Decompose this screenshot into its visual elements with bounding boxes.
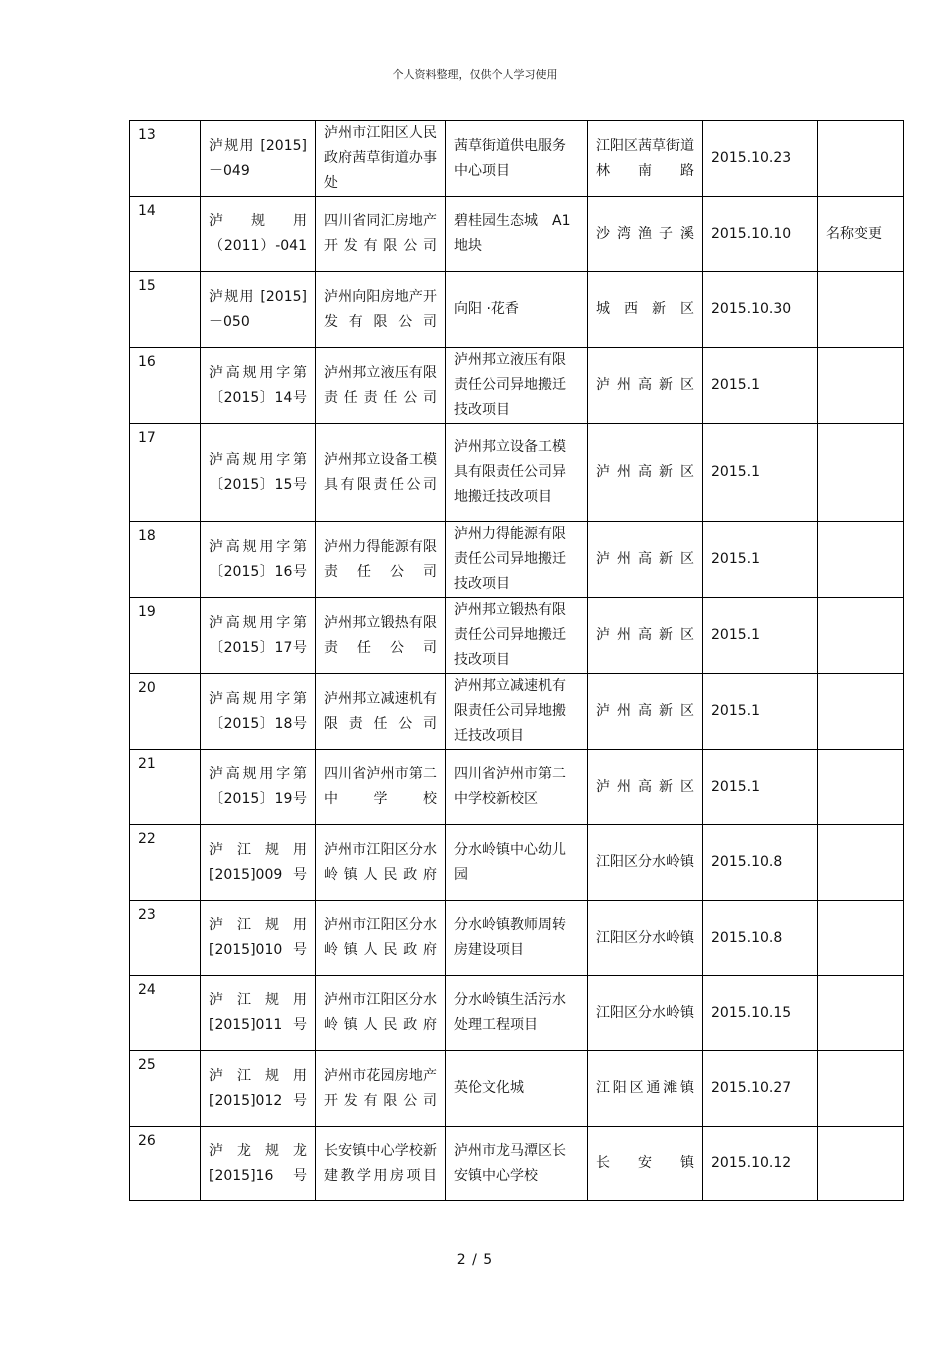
project-location: 江阳区分水岭镇 [588, 901, 703, 976]
applicant-unit: 泸州邦立液压有限责任责任公司 [316, 348, 446, 424]
table-row [130, 674, 904, 750]
applicant-unit: 四川省同汇房地产开发有限公司 [316, 197, 446, 272]
permit-number: 泸高规用字第〔2015〕17号 [201, 598, 316, 674]
issue-date: 2015.1 [703, 348, 818, 424]
row-number: 14 [130, 197, 201, 272]
issue-date: 2015.10.8 [703, 825, 818, 901]
applicant-unit: 泸州市江阳区分水岭镇人民政府 [316, 825, 446, 901]
permit-number: 泸 江 规 用 [2015]010 号 [201, 901, 316, 976]
permit-number: 泸高规用字第〔2015〕14号 [201, 348, 316, 424]
issue-date: 2015.10.12 [703, 1127, 818, 1201]
row-number: 23 [130, 901, 201, 976]
project-name: 分水岭镇生活污水处理工程项目 [446, 976, 588, 1051]
project-name: 分水岭镇教师周转房建设项目 [446, 901, 588, 976]
issue-date: 2015.1 [703, 424, 818, 522]
remark [818, 825, 904, 901]
row-number: 22 [130, 825, 201, 901]
table-row [130, 424, 904, 522]
table-row [130, 522, 904, 598]
project-location: 江阳区通滩镇 [588, 1051, 703, 1127]
issue-date: 2015.10.8 [703, 901, 818, 976]
issue-date: 2015.10.30 [703, 272, 818, 348]
project-location: 泸州高新区 [588, 674, 703, 750]
row-number: 15 [130, 272, 201, 348]
row-number: 13 [130, 121, 201, 197]
row-number: 19 [130, 598, 201, 674]
project-name: 泸州邦立设备工模具有限责任公司异地搬迁技改项目 [446, 424, 588, 522]
project-location: 江阳区分水岭镇 [588, 976, 703, 1051]
applicant-unit: 长安镇中心学校新建教学用房项目 [316, 1127, 446, 1201]
issue-date: 2015.1 [703, 674, 818, 750]
table-row [130, 1051, 904, 1127]
applicant-unit: 泸州邦立减速机有限责任公司 [316, 674, 446, 750]
permit-number: 泸高规用字第〔2015〕16号 [201, 522, 316, 598]
project-name: 碧桂园生态城 A1 地块 [446, 197, 588, 272]
remark [818, 1127, 904, 1201]
page-number: 2 / 5 [456, 1252, 494, 1268]
project-location: 江阳区分水岭镇 [588, 825, 703, 901]
remark [818, 424, 904, 522]
remark [818, 674, 904, 750]
permit-number: 泸高规用字第〔2015〕18号 [201, 674, 316, 750]
project-name: 泸州邦立锻热有限责任公司异地搬迁技改项目 [446, 598, 588, 674]
project-location: 沙湾渔子溪 [588, 197, 703, 272]
issue-date: 2015.1 [703, 750, 818, 825]
applicant-unit: 泸州市江阳区分水岭镇人民政府 [316, 976, 446, 1051]
row-number: 26 [130, 1127, 201, 1201]
applicant-unit: 泸州邦立设备工模具有限责任公司 [316, 424, 446, 522]
remark: 名称变更 [818, 197, 904, 272]
row-number: 16 [130, 348, 201, 424]
table-row [130, 1127, 904, 1201]
project-name: 泸州邦立减速机有限责任公司异地搬迁技改项目 [446, 674, 588, 750]
issue-date: 2015.1 [703, 522, 818, 598]
project-name: 泸州邦立液压有限责任公司异地搬迁技改项目 [446, 348, 588, 424]
project-location: 泸州高新区 [588, 522, 703, 598]
applicant-unit: 泸州邦立锻热有限责任公司 [316, 598, 446, 674]
applicant-unit: 泸州市江阳区人民政府茜草街道办事处 [316, 121, 446, 197]
remark [818, 522, 904, 598]
permit-number: 泸 规 用 （2011）-041 [201, 197, 316, 272]
issue-date: 2015.10.23 [703, 121, 818, 197]
table-row [130, 272, 904, 348]
table-row [130, 825, 904, 901]
issue-date: 2015.10.27 [703, 1051, 818, 1127]
remark [818, 901, 904, 976]
project-table [129, 120, 904, 1201]
row-number: 17 [130, 424, 201, 522]
row-number: 18 [130, 522, 201, 598]
permit-number: 泸高规用字第〔2015〕15号 [201, 424, 316, 522]
applicant-unit: 四川省泸州市第二中学校 [316, 750, 446, 825]
applicant-unit: 泸州市花园房地产开发有限公司 [316, 1051, 446, 1127]
table-row [130, 976, 904, 1051]
project-location: 长安镇 [588, 1127, 703, 1201]
project-name: 四川省泸州市第二中学校新校区 [446, 750, 588, 825]
project-name: 向阳 ·花香 [446, 272, 588, 348]
project-location: 江阳区茜草街道林南路 [588, 121, 703, 197]
row-number: 21 [130, 750, 201, 825]
permit-number: 泸 龙 规 龙 [2015]16 号 [201, 1127, 316, 1201]
issue-date: 2015.10.10 [703, 197, 818, 272]
project-name: 泸州市龙马潭区长安镇中心学校 [446, 1127, 588, 1201]
table-row [130, 121, 904, 197]
applicant-unit: 泸州力得能源有限责任公司 [316, 522, 446, 598]
project-name: 泸州力得能源有限责任公司异地搬迁技改项目 [446, 522, 588, 598]
project-location: 泸州高新区 [588, 348, 703, 424]
remark [818, 598, 904, 674]
remark [818, 976, 904, 1051]
table-row [130, 598, 904, 674]
permit-number: 泸高规用字第〔2015〕19号 [201, 750, 316, 825]
remark [818, 348, 904, 424]
permit-number: 泸规用 [2015] －049 [201, 121, 316, 197]
row-number: 20 [130, 674, 201, 750]
project-name: 分水岭镇中心幼儿园 [446, 825, 588, 901]
project-location: 泸州高新区 [588, 424, 703, 522]
page-header: 个人资料整理，仅供个人学习使用 [392, 68, 558, 81]
project-location: 泸州高新区 [588, 598, 703, 674]
issue-date: 2015.10.15 [703, 976, 818, 1051]
permit-number: 泸 江 规 用 [2015]011 号 [201, 976, 316, 1051]
remark [818, 750, 904, 825]
project-location: 泸州高新区 [588, 750, 703, 825]
remark [818, 1051, 904, 1127]
table-row [130, 750, 904, 825]
permit-number: 泸 江 规 用 [2015]012 号 [201, 1051, 316, 1127]
issue-date: 2015.1 [703, 598, 818, 674]
project-name: 英伦文化城 [446, 1051, 588, 1127]
permit-number: 泸 江 规 用 [2015]009 号 [201, 825, 316, 901]
permit-number: 泸规用 [2015] －050 [201, 272, 316, 348]
table-row [130, 348, 904, 424]
row-number: 25 [130, 1051, 201, 1127]
applicant-unit: 泸州市江阳区分水岭镇人民政府 [316, 901, 446, 976]
applicant-unit: 泸州向阳房地产开发有限公司 [316, 272, 446, 348]
row-number: 24 [130, 976, 201, 1051]
project-name: 茜草街道供电服务中心项目 [446, 121, 588, 197]
project-location: 城西新区 [588, 272, 703, 348]
table-row [130, 901, 904, 976]
remark [818, 121, 904, 197]
remark [818, 272, 904, 348]
table-row [130, 197, 904, 272]
